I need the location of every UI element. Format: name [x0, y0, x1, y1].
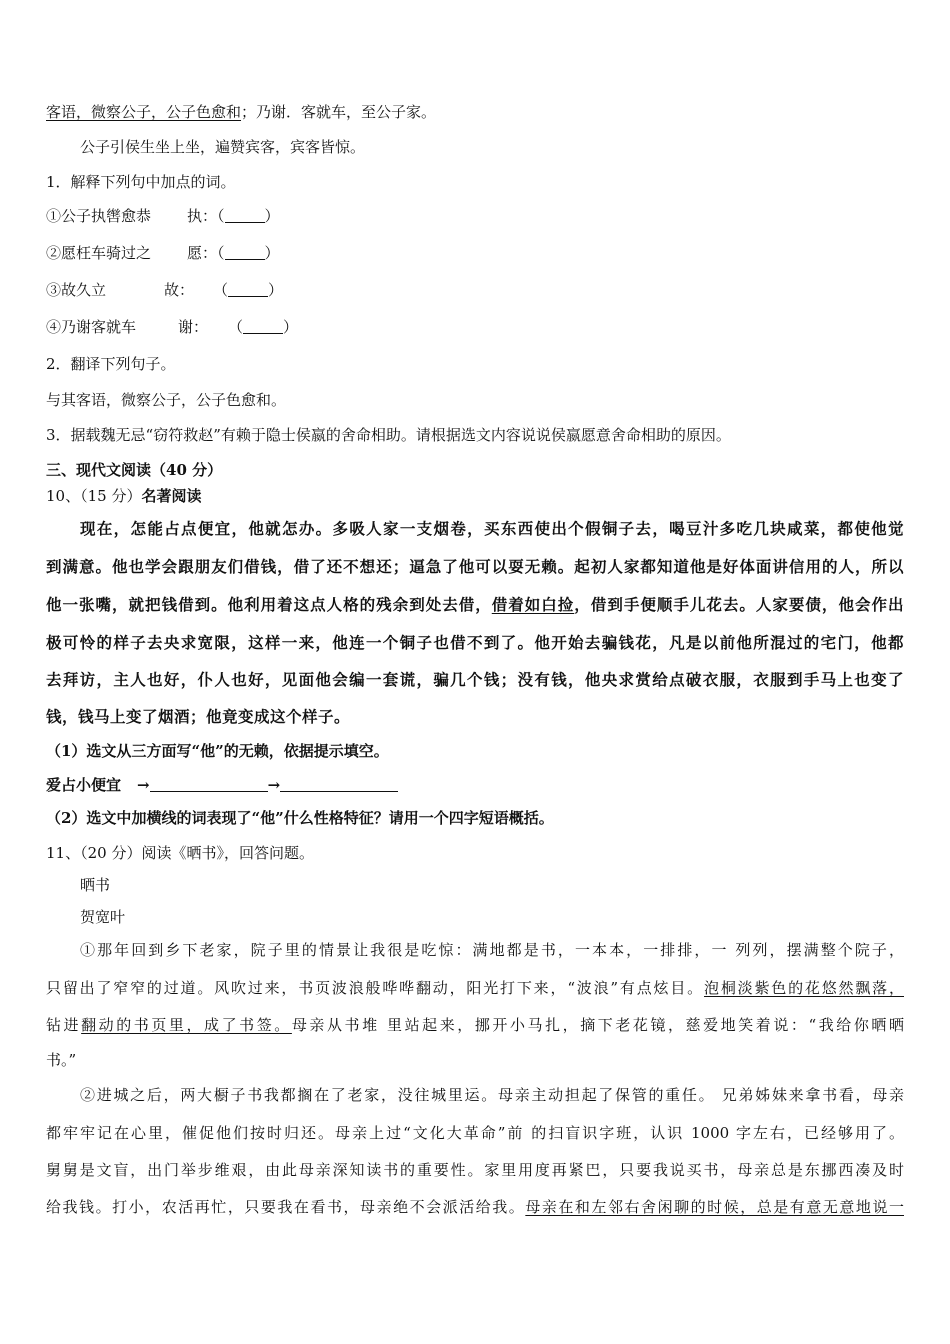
underlined-phrase: 客语，微察公子，公子色愈和	[46, 103, 242, 121]
essay-p2-line-3: 舅舅是文盲，出门举步维艰，由此母亲深知读书的重要性。家里用度再紧巴，只要我说买书，母亲总是东挪西凑及时	[46, 1161, 904, 1179]
passage-line-1: 客语，微察公子，公子色愈和；乃谢．客就车，至公子家。	[46, 103, 437, 121]
question-11-prompt: 11、（20 分）阅读《晒书》，回答问题。	[46, 844, 314, 862]
excerpt-line-6: 钱，钱马上变了烟酒；他竟变成这个样子。	[46, 707, 351, 726]
answer-blank[interactable]	[225, 245, 265, 260]
question-10-sub-2: （2）选文中加横线的词表现了“他”什么性格特征？请用一个四字短语概括。	[46, 809, 554, 827]
passage-line-2: 公子引侯生坐上坐，遍赞宾客，宾客皆惊。	[80, 138, 366, 156]
underlined-phrase: 翻动的书页里，成了书签。	[81, 1016, 292, 1034]
underlined-phrase: 泡桐淡紫色的花悠然飘落，	[704, 979, 904, 997]
essay-p1-line-2: 只留出了窄窄的过道。风吹过来，书页波浪般哗哗翻动，阳光打下来，“波浪”有点炫目。泡桐淡紫色的花悠然飘落，	[46, 979, 904, 997]
essay-p1-line-4: 书。”	[46, 1051, 77, 1069]
underlined-phrase: 借着如白捡	[491, 595, 575, 614]
question-10-sub-1: （1）选文从三方面写“他”的无赖，依据提示填空。	[46, 742, 389, 760]
essay-p2-line-1: ②进城之后，两大橱子书我都搁在了老家，没往城里运。母亲主动担起了保管的重任。 兄弟姊妹来拿书看，母亲	[80, 1086, 904, 1104]
question-1-title: 1．解释下列句中加点的词。	[46, 173, 236, 191]
essay-title: 晒书	[80, 876, 111, 894]
excerpt-line-4: 极可怜的样子去央求宽限，这样一来，他连一个铜子也借不到了。他开始去骗钱花，凡是以前他所混过的宅门，他都	[46, 633, 904, 652]
underlined-phrase: 母亲在和左邻右舍闲聊的时候，总是有意无意地说一	[525, 1198, 904, 1216]
question-10-title: 10、（15 分）名著阅读	[46, 487, 202, 505]
essay-p1-line-1: ①那年回到乡下老家，院子里的情景让我很是吃惊：满地都是书，一本本，一排排，一 列列，摆满整个院子，	[80, 941, 904, 959]
question-1-item-4: ④乃谢客就车 谢： （ ）	[46, 318, 299, 336]
excerpt-line-5: 去拜访，主人也好，仆人也好，见面他会编一套谎，骗几个钱；没有钱，他央求赏给点破衣服，衣服到手马上也变了	[46, 670, 904, 689]
essay-p2-line-2: 都牢牢记在心里，催促他们按时归还。母亲上过“文化大革命”前 的扫盲识字班，认识 1000 字左右，已经够用了。	[46, 1124, 904, 1142]
arrow-icon: →	[137, 776, 150, 794]
fill-in-chain: 爱占小便宜 → →	[46, 775, 398, 795]
question-3: 3．据载魏无忌“窃符救赵”有赖于隐士侯嬴的舍命相助。请根据选文内容说说侯嬴愿意舍命相助的原因。	[46, 426, 731, 444]
excerpt-line-3: 他一张嘴，就把钱借到。他利用着这点人格的残余到处去借，借着如白捡，借到手便顺手儿花去。人家要债，他会作出	[46, 595, 904, 614]
section-heading: 三、现代文阅读（40 分）	[46, 461, 223, 479]
arrow-icon: →	[267, 776, 281, 794]
essay-p1-line-3: 钻进翻动的书页里，成了书签。母亲从书堆 里站起来，挪开小马扎，摘下老花镜，慈爱地笑着说：“我给你晒晒	[46, 1016, 904, 1034]
excerpt-line-1: 现在，怎能占点便宜，他就怎办。多吸人家一支烟卷，买东西使出个假铜子去，喝豆汁多吃几块咸菜，都使他觉	[80, 519, 904, 538]
question-1-item-2: ②愿枉车骑过之 愿：（ ）	[46, 244, 280, 262]
essay-p2-line-4: 给我钱。打小，农活再忙，只要我在看书，母亲绝不会派活给我。母亲在和左邻右舍闲聊的时候，总是有意无意地说一	[46, 1198, 904, 1216]
answer-blank[interactable]	[243, 319, 283, 334]
question-1-item-3: ③故久立 故： （ ）	[46, 281, 284, 299]
essay-author: 贺宽叶	[80, 908, 126, 926]
question-2-sentence: 与其客语，微察公子，公子色愈和。	[46, 391, 287, 409]
answer-blank[interactable]	[228, 282, 268, 297]
question-2-title: 2．翻译下列句子。	[46, 355, 176, 373]
question-1-item-1: ①公子执辔愈恭 执：（ ）	[46, 207, 280, 225]
answer-blank[interactable]	[150, 777, 268, 792]
excerpt-line-2: 到满意。他也学会跟朋友们借钱，借了还不想还；逼急了他可以耍无赖。起初人家都知道他是好体面讲信用的人，所以	[46, 557, 904, 576]
answer-blank[interactable]	[280, 777, 398, 792]
answer-blank[interactable]	[225, 208, 265, 223]
